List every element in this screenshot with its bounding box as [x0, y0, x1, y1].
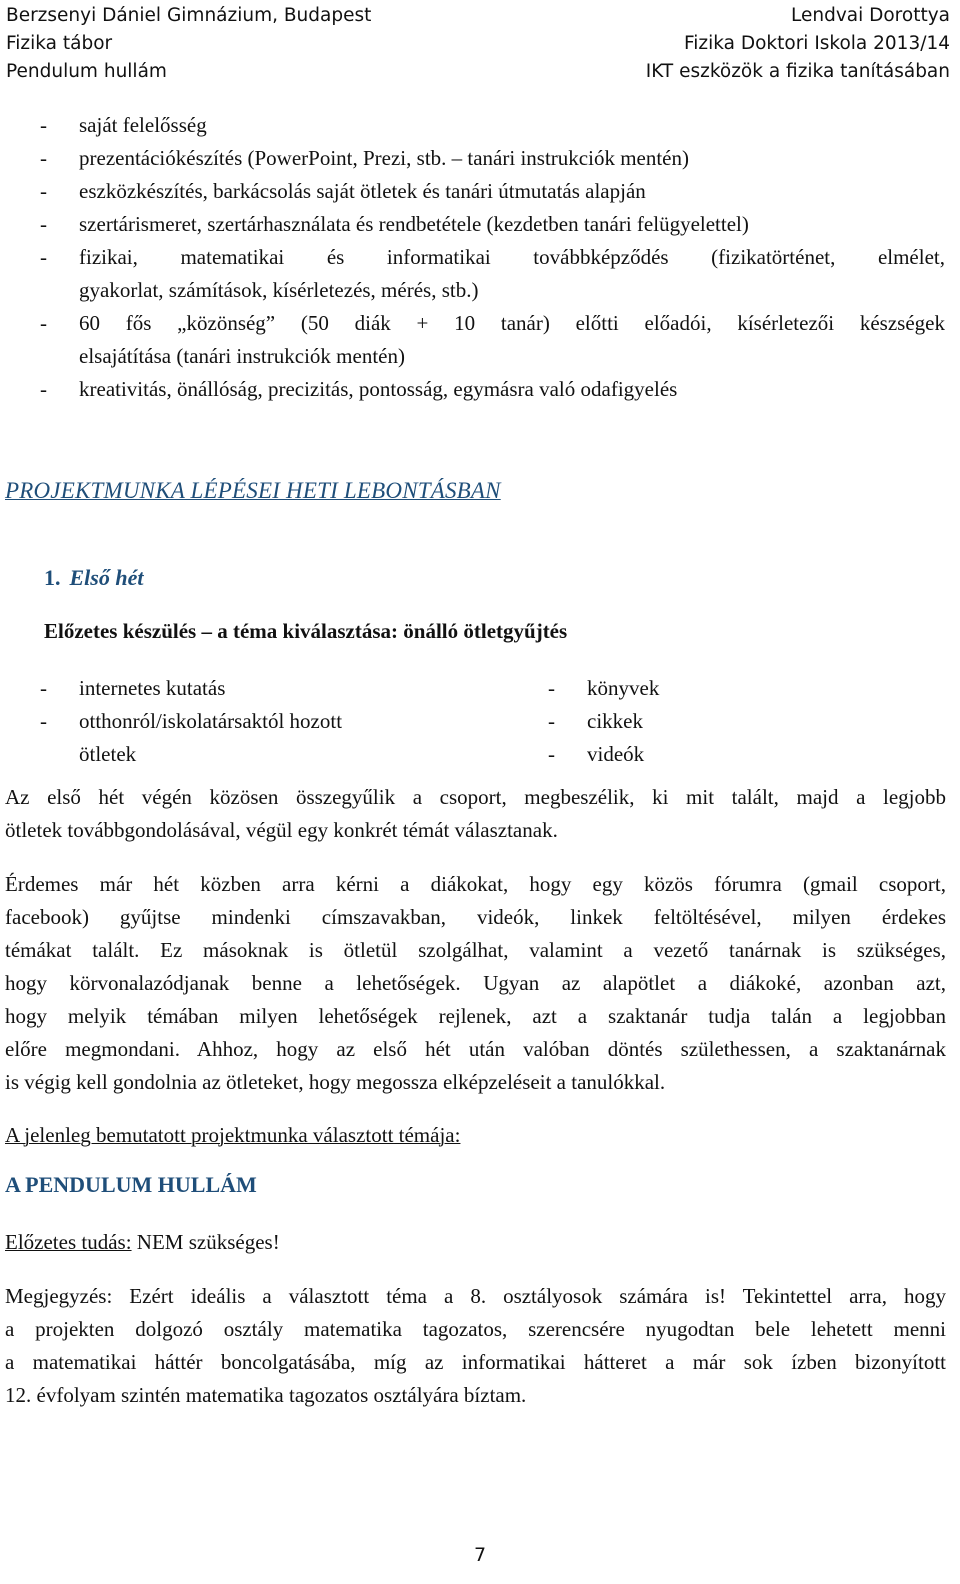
paragraph-line: a projekten dolgozó osztály matematika tagozatos, szerencsére nyugodtan bele lehetett menni: [5, 1317, 946, 1341]
week-heading: [44, 565, 143, 591]
paragraph-note: [5, 1280, 946, 1412]
paragraph-line: ötletek továbbgondolásával, végül egy konkrét témát választanak.: [5, 818, 558, 842]
page-number: 7: [473, 1544, 487, 1566]
week-title: Első hét: [69, 565, 144, 590]
list-item: prezentációkészítés (PowerPoint, Prezi, stb. – tanári instrukciók mentén): [79, 146, 689, 170]
header-camp: Fizika tábor: [6, 33, 113, 54]
list-bullet: -: [40, 179, 47, 203]
list-item: kreativitás, önállóság, precizitás, pontosság, egymásra való odafigyelés: [79, 377, 678, 401]
header-right: [646, 2, 950, 86]
header-author: Lendvai Dorottya: [790, 5, 950, 26]
prior-knowledge: [5, 1226, 280, 1259]
list-item: cikkek: [587, 709, 643, 733]
paragraph-line: Megjegyzés: Ezért ideális a választott téma a 8. osztályosok számára is! Tekintettel arra, hogy: [5, 1284, 946, 1308]
list-bullet: -: [548, 676, 555, 700]
week-number: 1.: [44, 565, 61, 590]
prior-knowledge-value: NEM szükséges!: [131, 1230, 280, 1254]
list-item: otthonról/iskolatársaktól hozott: [79, 709, 343, 733]
paragraph-line: Az első hét végén közösen összegyűlik a csoport, megbeszélik, ki mit talált, majd a legjobb: [5, 785, 946, 809]
paragraph-line: facebook) gyűjtse mindenki címszavakban, videók, linkek feltöltésével, milyen érdekes: [5, 905, 946, 929]
paragraph-line: 12. évfolyam szintén matematika tagozatos osztályára bíztam.: [5, 1383, 527, 1407]
paragraph-summary: [5, 781, 946, 847]
section-heading: PROJEKTMUNKA LÉPÉSEI HETI LEBONTÁSBAN: [5, 478, 501, 503]
prep-heading: Előzetes készülés – a téma kiválasztása: önálló ötletgyűjtés: [44, 619, 568, 643]
list-bullet: -: [548, 742, 555, 766]
list-item: videók: [587, 742, 645, 766]
prior-knowledge-label: Előzetes tudás:: [5, 1230, 132, 1254]
list-bullet: -: [40, 311, 47, 335]
list-item-line: fizikai, matematikai és informatikai továbbképződés (fizikatörténet, elmélet,: [79, 245, 945, 269]
list-item: könyvek: [587, 676, 660, 700]
list-item-line: gyakorlat, számítások, kísérletezés, mérés, stb.): [79, 278, 479, 302]
list-item-line: 60 fős „közönség” (50 diák + 10 tanár) előtti előadói, kísérletezői készségek: [79, 311, 945, 335]
paragraph-line: témákat talált. Ez másoknak is ötletül szolgálhat, valamint a vezető tanárnak is szükséges,: [5, 938, 946, 962]
list-bullet: -: [40, 709, 47, 733]
header-project: Pendulum hullám: [6, 61, 167, 82]
paragraph-line: Érdemes már hét közben arra kérni a diákokat, hogy egy közös fórumra (gmail csoport,: [5, 872, 946, 896]
list-bullet: -: [40, 676, 47, 700]
header-school: Berzsenyi Dániel Gimnázium, Budapest: [6, 5, 372, 26]
paragraph-forum: [5, 868, 946, 1099]
list-item: internetes kutatás: [79, 676, 226, 700]
list-bullet: -: [40, 146, 47, 170]
list-bullet: -: [40, 377, 47, 401]
list-bullet: -: [40, 245, 47, 269]
paragraph-line: hogy melyik témában milyen lehetőségek rejlenek, azt a szaktanár tudja talán a legjobban: [5, 1004, 946, 1028]
header-left: [6, 2, 371, 86]
topic-label: A jelenleg bemutatott projektmunka választott témája:: [5, 1123, 461, 1147]
list-bullet: -: [548, 709, 555, 733]
list-item: saját felelősség: [79, 113, 207, 137]
list-bullet: -: [40, 113, 47, 137]
list-item: eszközkészítés, barkácsolás saját ötletek és tanári útmutatás alapján: [79, 179, 646, 203]
list-bullet: -: [40, 212, 47, 236]
paragraph-line: is végig kell gondolnia az ötleteket, hogy megossza elképzeléseit a tanulókkal.: [5, 1070, 666, 1094]
list-item-line: ötletek: [79, 742, 137, 766]
paragraph-line: a matematikai háttér boncolgatásába, míg az informatikai hátteret a már sok ízben bizonyított: [5, 1350, 946, 1374]
paragraph-line: hogy körvonalazódjanak benne a lehetőségek. Ugyan az alapötlet a diákoké, azonban azt,: [5, 971, 946, 995]
topic-title: A PENDULUM HULLÁM: [5, 1172, 257, 1197]
list-item: szertárismeret, szertárhasználata és rendbetétele (kezdetben tanári felügyelettel): [79, 212, 749, 236]
header-course: IKT eszközök a fizika tanításában: [645, 61, 950, 82]
header-school-program: Fizika Doktori Iskola 2013/14: [683, 33, 950, 54]
paragraph-line: előre megmondani. Ahhoz, hogy az első hét után valóban döntés születhessen, a szaktanárnak: [5, 1037, 946, 1061]
list-item-line: elsajátítása (tanári instrukciók mentén): [79, 344, 405, 368]
